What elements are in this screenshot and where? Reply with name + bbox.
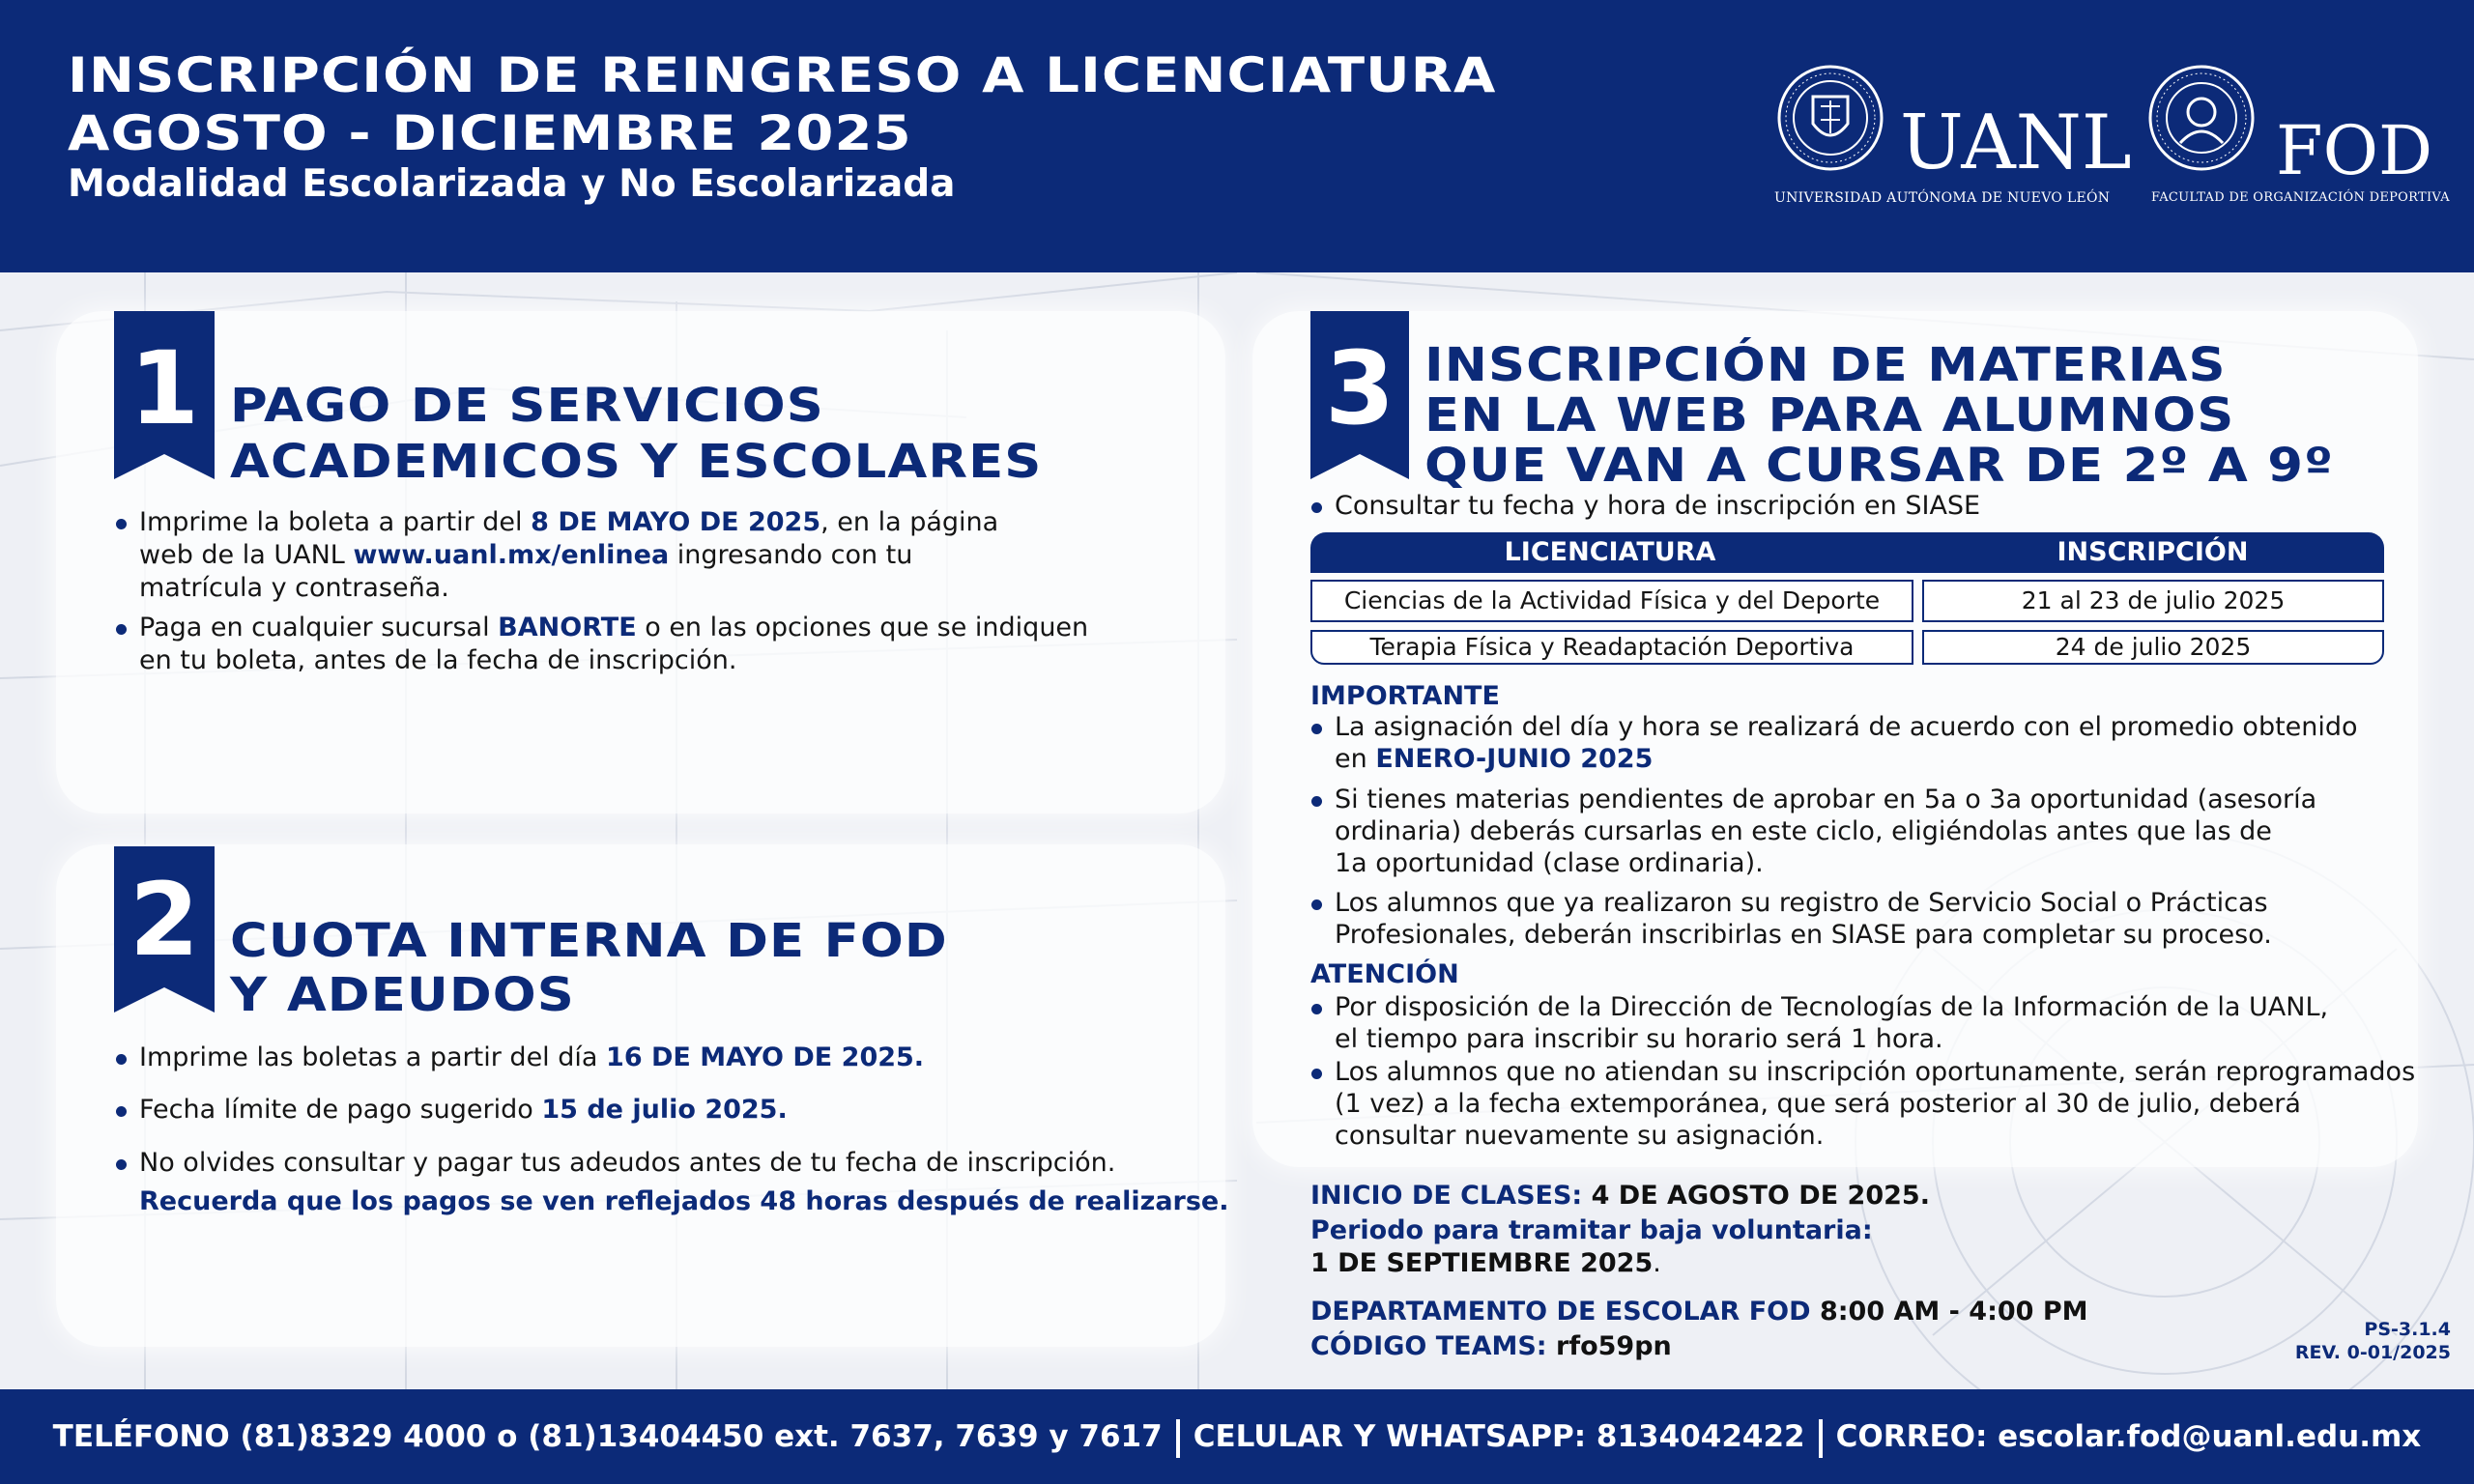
atencion-bullet-1: Por disposición de la Dirección de Tecnologías de la Información de la UANL, el tiempo para inscribir su horario será 1 hora. (1335, 992, 2329, 1054)
section-2-title-line1: CUOTA INTERNA DE FOD (230, 914, 948, 968)
page-title-line2: AGOSTO - DICIEMBRE 2025 (68, 105, 912, 161)
schedule-table-header (1310, 532, 2384, 573)
section-1-title-line2: ACADEMICOS Y ESCOLARES (230, 435, 1043, 489)
table-cell-date-2: 24 de julio 2025 (1922, 630, 2384, 665)
inicio-de-clases: INICIO DE CLASES: 4 DE AGOSTO DE 2025. (1310, 1181, 1930, 1211)
baja-voluntaria-date: 1 DE SEPTIEMBRE 2025. (1310, 1248, 1661, 1278)
section-2-number: 2 (129, 861, 200, 979)
fod-caption: FACULTAD DE ORGANIZACIÓN DEPORTIVA (2151, 190, 2450, 205)
section-1-bullet-2: Paga en cualquier sucursal BANORTE o en las opciones que se indiquen en tu boleta, antes de la fecha de inscripción. (139, 613, 1089, 675)
table-header-inscripcion: INSCRIPCIÓN (2057, 537, 2249, 567)
codigo-teams: CÓDIGO TEAMS: rfo59pn (1310, 1331, 1672, 1361)
importante-heading: IMPORTANTE (1310, 681, 1500, 711)
uanl-logo (1774, 64, 2132, 218)
importante-bullet-3: Los alumnos que ya realizaron su registro de Servicio Social o Prácticas Profesionales, deberán inscribirlas en SIASE para completar su proceso. (1335, 888, 2272, 950)
section-2-bullet-1: Imprime las boletas a partir del día 16 DE MAYO DE 2025. (139, 1042, 925, 1072)
uanl-wordmark: UANL (1900, 100, 2132, 186)
departamento-horario: DEPARTAMENTO DE ESCOLAR FOD 8:00 AM - 4:00 PM (1310, 1297, 2088, 1327)
section-1-number: 1 (129, 329, 200, 447)
importante-bullet-1: La asignación del día y hora se realizará de acuerdo con el promedio obtenido en ENERO-JUNIO 2025 (1335, 712, 2358, 774)
section-2-bullet-2: Fecha límite de pago sugerido 15 de julio 2025. (139, 1095, 788, 1125)
footer-divider (1176, 1419, 1180, 1458)
contact-footer (0, 1389, 2474, 1484)
section-3-intro: Consultar tu fecha y hora de inscripción en SIASE (1335, 491, 1981, 521)
table-cell-date-1: 21 al 23 de julio 2025 (1922, 580, 2384, 622)
section-3-title-line2: EN LA WEB PARA ALUMNOS (1424, 388, 2235, 442)
section-2-bullet-3: No olvides consultar y pagar tus adeudos antes de tu fecha de inscripción. Recuerda que los pagos se ven reflejados 48 horas después de realizarse. (139, 1148, 1229, 1216)
section-3-title-line1: INSCRIPCIÓN DE MATERIAS (1424, 338, 2227, 392)
footer-divider (1819, 1419, 1823, 1458)
header-banner (0, 0, 2474, 272)
section-3-title-line3: QUE VAN A CURSAR DE 2º A 9º (1424, 439, 2335, 493)
fod-logo (2145, 64, 2450, 218)
section-2-title-line2: Y ADEUDOS (230, 968, 575, 1022)
page-title-line1: INSCRIPCIÓN DE REINGRESO A LICENCIATURA (68, 47, 1497, 103)
table-cell-program-2: Terapia Física y Readaptación Deportiva (1310, 630, 1913, 665)
table-cell-program-1: Ciencias de la Actividad Física y del Deporte (1310, 580, 1913, 622)
fod-seal-icon (2147, 64, 2256, 172)
importante-bullet-2: Si tienes materias pendientes de aprobar en 5a o 3a oportunidad (asesoría ordinaria) deberás cursarlas en este ciclo, eligiéndolas antes que las de 1a oportunidad (clase ordinaria). (1335, 785, 2317, 878)
baja-voluntaria-label: Periodo para tramitar baja voluntaria: (1310, 1215, 1873, 1245)
footer-telefono: TELÉFONO (81)8329 4000 o (81)13404450 ext. 7637, 7639 y 7617 (52, 1419, 1163, 1454)
enlinea-link[interactable]: www.uanl.mx/enlinea (353, 540, 670, 570)
footer-celular: CELULAR Y WHATSAPP: 8134042422 (1193, 1419, 1805, 1454)
uanl-caption: UNIVERSIDAD AUTÓNOMA DE NUEVO LEÓN (1774, 190, 2111, 206)
fod-wordmark: FOD (2276, 111, 2433, 190)
footer-correo[interactable]: CORREO: escolar.fod@uanl.edu.mx (1835, 1419, 2422, 1454)
section-3-number: 3 (1324, 329, 1395, 447)
table-header-licenciatura: LICENCIATURA (1504, 537, 1716, 567)
page-subtitle: Modalidad Escolarizada y No Escolarizada (68, 162, 956, 206)
uanl-seal-icon (1776, 64, 1884, 172)
atencion-bullet-2: Los alumnos que no atiendan su inscripción oportunamente, serán reprogramados (1 vez) a la fecha extemporánea, que será posterior al 30 de julio, deberá consultar nuevamente su asignación. (1335, 1057, 2416, 1151)
section-1-title-line1: PAGO DE SERVICIOS (230, 379, 824, 433)
section-1-bullet-1: Imprime la boleta a partir del 8 DE MAYO DE 2025, en la página web de la UANL www.uanl.mx/enlinea ingresando con tu matrícula y contraseña. (139, 507, 999, 603)
atencion-heading: ATENCIÓN (1310, 959, 1459, 989)
revision-code: PS-3.1.4 REV. 0-01/2025 (2294, 1319, 2451, 1363)
